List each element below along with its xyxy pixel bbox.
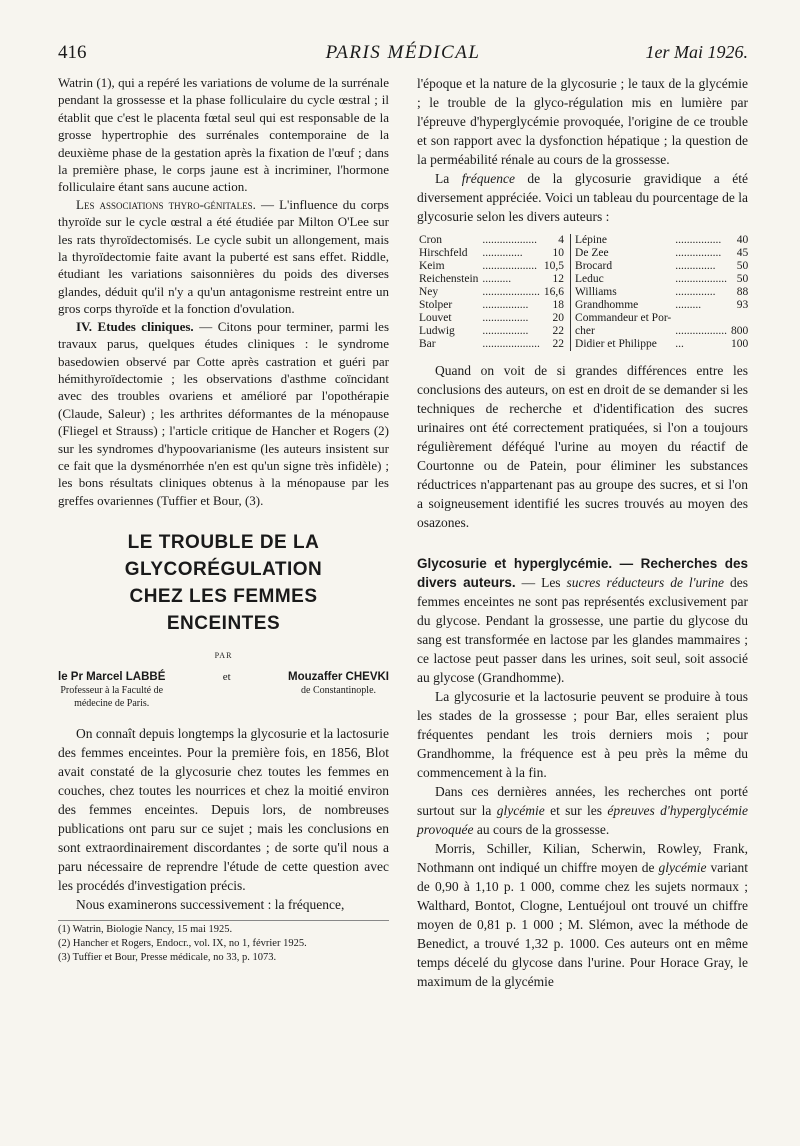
clinical-studies-heading: IV. Etudes cliniques.	[76, 318, 194, 334]
paragraph-intro: On connaît depuis longtemps la glycosurie et la lactosurie des femmes enceintes. Pour la première fois, en 1856, Blot avait constaté de la glycosurie chez toutes les femmes en couches, chez toutes les nourrices et chez la moitié environ des femmes enceintes. Depuis lors, de nombreuses publications ont paru sur ce sujet ; mais les conclusions en sont extraordinairement discordantes ; de sorte qu'il nous a paru nécessaire de reprendre l'étude de cette question avec les procédés d'investigation précis.	[58, 725, 389, 893]
table-cell-name: Didier et Philippe	[571, 338, 674, 351]
author-labbe-name: le Pr Marcel LABBÉ	[58, 670, 166, 683]
table-cell-value: 45	[736, 247, 749, 259]
table-row	[417, 273, 754, 286]
paragraph-recent-research	[417, 782, 748, 839]
table-cell-value: 50	[736, 273, 749, 285]
issue-date: 1er Mai 1926.	[645, 42, 748, 62]
table-cell-dots: ..................	[675, 325, 728, 337]
table-cell-value: 93	[736, 299, 749, 311]
table-cell-name: cher	[571, 325, 674, 338]
table-row	[417, 312, 754, 325]
recent-post: au cours de la grossesse.	[473, 822, 610, 837]
table-row	[417, 234, 754, 247]
author-labbe	[58, 671, 165, 710]
table-cell-name: Commandeur et Por-	[571, 312, 674, 325]
footnote-2: (2) Hancher et Rogers, Endocr., vol. IX, no 1, février 1925.	[58, 937, 307, 949]
glycosuria-table	[417, 234, 754, 351]
clinical-studies-text: — Citons pour terminer, parmi les travaux parus, quelques études cliniques : le syndrome basedowien observé par Cotte après castration et guéri par hémithyroïdectomie ; les observations d'asthme coïncidant avec des troubles ovariens et amélioré par l'opothérapie (Claude, Saleur) ; les arthrites déformantes de la ménopause (Fliegel et Strauss) ; l'article critique de Hancher et Rogers (2) sur les syndromes d'hypoovarianisme (les auteurs insistent sur ce fait que la dysménorrhée n'en est qu'un signe très infidèle) ; les bons résultats cliniques obtenus à la ménopause par les greffes ovariennes (Tuffier et Bour, (3).	[58, 318, 389, 508]
research-post: des femmes enceintes ne sont pas représentés exclusivement par du glycose. Pendant la grossesse, une partie du glycose du sang est transformée en lactose par les glandes mammaires ; ce lactose peut passer dans les urines, soit seul, soit associé au glycose (Grandhomme).	[417, 575, 749, 685]
table-cell-value: 18	[552, 299, 565, 311]
table-cell-dots: ...................	[482, 260, 538, 272]
paragraph-plan: Nous examinerons successivement : la fréquence,	[76, 896, 345, 912]
paragraph-authors-findings	[417, 839, 748, 991]
headline-line-3: CHEZ LES FEMMES	[129, 586, 318, 608]
table-cell-name: Grandhomme	[571, 299, 674, 312]
frequency-post: de la glycosurie gravidique a été diversement appréciée. Voici un tableau du pourcentage de la glycosurie selon les divers auteurs :	[417, 171, 748, 224]
table-row	[417, 247, 754, 260]
table-cell-dots: ...................	[482, 234, 538, 246]
thyro-genital-heading: Les associations thyro-génitales.	[76, 196, 256, 212]
paragraph-research	[417, 554, 748, 687]
findings-post: variant de 0,90 à 1,10 p. 1 000, comme chez les sujets normaux ; Walthard, Bontot, Clogne, Lentuéjoul ont trouvé un chiffre moyen de 0,81 p. 1 000 ; M. Slémon, avec la méthode de Benedict, a trouvé 1,32 p. 1000. Ces auteurs ont en même temps décelé du glycose dans l'urine. Pour Horace Gray, le maximum de la glycémie	[417, 860, 748, 989]
recent-mid: et sur les	[544, 803, 608, 818]
table-cell-dots: ..........	[482, 273, 512, 285]
table-cell-name: Leduc	[571, 273, 674, 286]
recent-pre: Dans ces dernières années, les recherches ont porté surtout sur la	[417, 784, 748, 818]
findings-pre: Morris, Schiller, Kilian, Scherwin, Rowley, Frank, Nothmann ont indiqué un chiffre moyen de	[417, 841, 748, 875]
headline-line-1: LE TROUBLE DE LA	[127, 532, 320, 554]
table-cell-value: 40	[736, 234, 749, 246]
table-cell-value: 22	[552, 338, 565, 350]
headline-line-2: GLYCORÉGULATION	[124, 559, 323, 581]
author-chevki-name: Mouzaffer CHEVKI	[288, 670, 389, 683]
right-column	[417, 74, 748, 991]
frequency-pre: La	[435, 171, 462, 186]
section-title-glycosurie: Glycosurie et hyperglycémie. — Recherches des divers auteurs.	[417, 556, 748, 590]
table-cell-name: Cron	[419, 234, 442, 246]
table-cell-name: Lépine	[571, 234, 674, 247]
recent-em-2: épreuves d'hyperglycémie provoquée	[417, 803, 748, 837]
table-cell-value: 10	[552, 247, 565, 259]
author-chevki-affiliation: de Constantinople.	[301, 684, 377, 696]
table-cell-value: 16,6	[543, 286, 565, 298]
table-cell-dots: ..............	[675, 260, 716, 272]
byline-par: PAR	[214, 651, 233, 661]
table-cell-value: 22	[552, 325, 565, 337]
paragraph-clinical-studies	[58, 318, 389, 509]
table-cell-dots: ................	[675, 234, 722, 246]
author-labbe-affiliation-2: médecine de Paris.	[74, 697, 150, 709]
frequency-em: fréquence	[461, 171, 515, 186]
table-cell-value: 12	[552, 273, 565, 285]
table-cell-dots: ...	[675, 338, 684, 350]
paragraph-discordance: Quand on voit de si grandes différences entre les conclusions des auteurs, on est en droit de se demander si les techniques de recherche et d'identification des sucres urinaires ont été correctement pratiquées, si l'on a toujours régulièrement déféqué l'urine au moyen du réactif de Courtonne ou de Patein, pour éliminer les substances réductrices n'appartenant pas au groupe des sucres, et si l'on a soigneusement identifié les sucres trouvés au moyen des osazones.	[417, 363, 748, 530]
thyro-genital-text: — L'influence du corps thyroïde sur le cycle œstral a été étudiée par Milton O'Lee sur les rats thyroïdectomisés. Le cycle subit un allongement, mais la thyroïdectomie faite avant la puberté est sans effet. Riddle, étudiant les variations saisonnières du poids des diverses glandes, déduit qu'il n'y a qu'un antagonisme restreint entre un gros corps thyroïde et la fonction d'ovulation.	[58, 196, 389, 317]
left-column	[58, 74, 389, 965]
table-cell-dots	[673, 312, 729, 325]
table-row	[417, 325, 754, 338]
table-cell-dots: ................	[675, 247, 722, 259]
paragraph-thyro-genital	[58, 196, 389, 318]
table-cell-name: Williams	[571, 286, 674, 299]
findings-em: glycémie	[658, 860, 707, 875]
table-cell-dots: .........	[675, 299, 702, 311]
table-cell-name: Bar	[419, 338, 436, 350]
recent-em-1: glycémie	[496, 803, 545, 818]
table-row	[417, 286, 754, 299]
table-cell-name: Keim	[419, 260, 445, 272]
table-cell-value: 800	[731, 325, 749, 337]
table-cell-dots: ..................	[675, 273, 728, 285]
running-header	[58, 42, 748, 66]
table-cell-dots: ..............	[675, 286, 716, 298]
table-cell-name: Hirschfeld	[419, 247, 468, 259]
author-block	[58, 671, 389, 710]
paragraph-watrin: Watrin (1), qui a repéré les variations de volume de la surrénale pendant la grossesse et la phase folliculaire du cycle œstral ; il établit que c'est le placenta fœtal seul qui est responsable de la grosse hypertrophie des surrénales contemporaine de la deuxième phase de la gestation après la fixation de l'œuf ; dans la première phase, le corps jaune est à incriminer, l'hormone folliculaire étant sans aucune action.	[58, 75, 389, 195]
paragraph-frequency	[417, 169, 748, 226]
table-cell-value: 10,5	[543, 260, 565, 272]
table-cell-value: 4	[558, 234, 565, 246]
table-cell-dots: ................	[482, 312, 529, 324]
table-cell-dots: ................	[482, 299, 529, 311]
paragraph-stages: La glycosurie et la lactosurie peuvent se produire à tous les stades de la grossesse ; pour Bar, elles seraient plus fréquentes pendant les trois derniers mois ; pour Grandhomme, la fréquence est à peu près la même du commencement à la fin.	[417, 689, 748, 780]
author-chevki	[288, 671, 389, 710]
footnotes	[58, 920, 389, 965]
headline-line-4: ENCEINTES	[166, 613, 281, 635]
author-labbe-affiliation-1: Professeur à la Faculté de	[60, 684, 164, 696]
author-conjunction: et	[222, 670, 231, 683]
table-cell-dots: ....................	[482, 286, 540, 298]
journal-page	[58, 42, 749, 989]
table-cell-dots: ....................	[482, 338, 540, 350]
footnote-3: (3) Tuffier et Bour, Presse médicale, no 33, p. 1073.	[58, 951, 277, 963]
table-cell-value: 50	[736, 260, 749, 272]
research-em: sucres réducteurs de l'urine	[566, 575, 725, 590]
table-cell-value	[729, 312, 754, 325]
table-cell-value: 100	[731, 338, 749, 350]
article-headline	[58, 529, 389, 637]
table-row	[417, 338, 754, 351]
table-cell-dots: ..............	[482, 247, 523, 259]
table-cell-name: Stolper	[419, 299, 453, 311]
page-number: 416	[58, 42, 87, 63]
table-cell-name: Reichenstein	[419, 273, 479, 285]
table-row	[417, 260, 754, 273]
table-cell-name: De Zee	[571, 247, 674, 260]
table-cell-value: 88	[736, 286, 749, 298]
research-pre: — Les	[515, 575, 567, 590]
table-row	[417, 299, 754, 312]
paragraph-topics: l'époque et la nature de la glycosurie ; le taux de la glycémie ; le trouble de la glyco-régulation mis en lumière par l'épreuve d'hyperglycémie provoquée, l'origine de ce trouble et son rapport avec la dysfonction hépatique ; la question de la perméabilité rénale au cours de la grossesse.	[417, 76, 748, 167]
footnote-1: (1) Watrin, Biologie Nancy, 15 mai 1925.	[58, 923, 233, 935]
table-cell-name: Ludwig	[419, 325, 455, 337]
journal-title: PARIS MÉDICAL	[325, 42, 481, 63]
table-cell-name: Ney	[419, 286, 439, 298]
table-cell-dots: ................	[482, 325, 529, 337]
table-cell-name: Brocard	[571, 260, 674, 273]
table-cell-name: Louvet	[419, 312, 452, 324]
table-cell-value: 20	[552, 312, 565, 324]
